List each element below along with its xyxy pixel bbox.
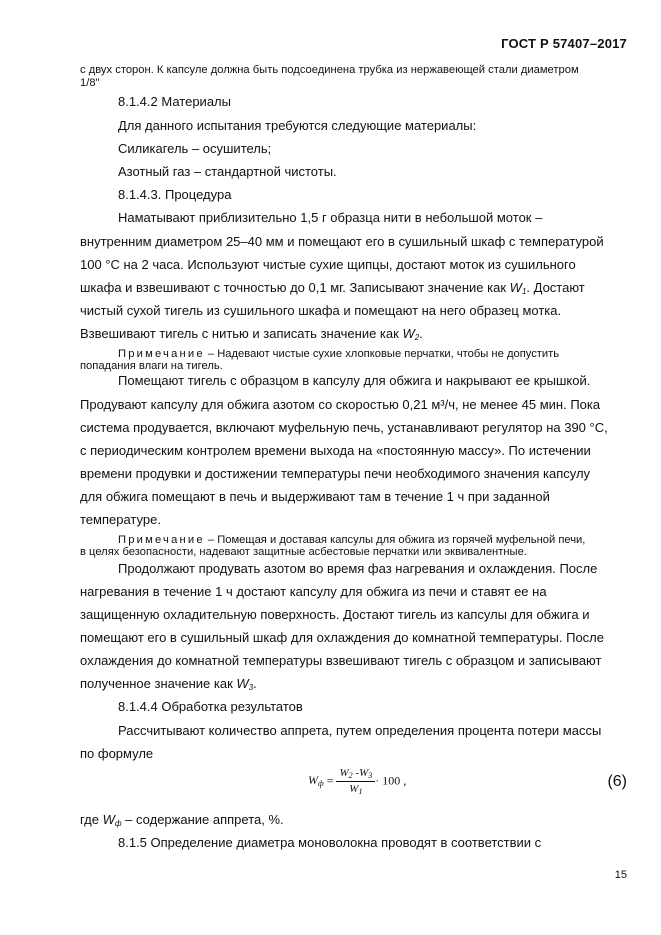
list-item: Силикагель – осушитель; bbox=[118, 141, 272, 156]
note: попадания влаги на тигель. bbox=[80, 360, 223, 372]
text-line: для обжига помещают в печь и выдерживают там в течение 1 ч при заданной bbox=[80, 489, 550, 504]
text-line: защищенную охладительную поверхность. Достают тигель из капсулы для обжига и bbox=[80, 607, 590, 622]
text-line: Наматывают приблизительно 1,5 г образца нити в небольшой моток – bbox=[118, 210, 543, 225]
text-line: с двух сторон. К капсуле должна быть подсоединена трубка из нержавеющей стали диаметром bbox=[80, 64, 579, 76]
equation-number: (6) bbox=[607, 773, 627, 790]
note: в целях безопасности, надевают защитные асбестовые перчатки или эквивалентные. bbox=[80, 546, 527, 558]
section-heading-diameter: 8.1.5 Определение диаметра моноволокна проводят в соответствии с bbox=[118, 835, 542, 850]
section-heading-results: 8.1.4.4 Обработка результатов bbox=[118, 699, 303, 714]
formula-multiplier: · 100 , bbox=[375, 773, 407, 788]
text-line: помещают его в сушильный шкаф для охлаждения до комнатной температуры. После bbox=[80, 630, 604, 645]
text-line: полученное значение как $W_3$. bbox=[80, 676, 257, 692]
text-line: Продолжают продувать азотом во время фаз нагревания и охлаждения. После bbox=[118, 561, 598, 576]
text-line: Продувают капсулу для обжига азотом со скоростью 0,21 м³/ч, не менее 45 мин. Пока bbox=[80, 397, 601, 412]
note: Примечание – Помещая и доставая капсулы для обжига из горячей муфельной печи, bbox=[118, 534, 586, 546]
note: Примечание – Надевают чистые сухие хлопковые перчатки, чтобы не допустить bbox=[118, 348, 560, 360]
formula-lhs: $W_ф$ bbox=[308, 773, 324, 789]
text-line: охлаждения до комнатной температуры взвешивают тигель с образцом и записывают bbox=[80, 653, 602, 668]
variable-w1: $W_1$ bbox=[509, 280, 527, 296]
text-line: по формуле bbox=[80, 746, 154, 761]
text-line: где $W_ф$ – содержание аппрета, %. bbox=[80, 812, 284, 828]
note-label: Примечание bbox=[118, 534, 205, 546]
variable-w3: $W_3$ bbox=[236, 676, 254, 692]
text-line: с периодическим контролем времени выхода на «постоянную массу». По истечении bbox=[80, 443, 591, 458]
formula-fraction bbox=[336, 767, 375, 796]
text-line: система продувается, включают муфельную печь, устанавливают регулятор на 390 °С, bbox=[80, 420, 608, 435]
page-number: 15 bbox=[614, 869, 627, 881]
text-line: Помещают тигель с образцом в капсулу для обжига и накрывают ее крышкой. bbox=[118, 373, 591, 388]
text-line: Рассчитывают количество аппрета, путем определения процента потери массы bbox=[118, 723, 602, 738]
text-line: 100 °С на 2 часа. Используют чистые сухие щипцы, достают моток из сушильного bbox=[80, 257, 576, 272]
list-item: Азотный газ – стандартной чистоты. bbox=[118, 164, 337, 179]
formula-denominator: $W_1$ bbox=[349, 783, 363, 796]
text-line: температуре. bbox=[80, 512, 161, 527]
section-heading-procedure: 8.1.4.3. Процедура bbox=[118, 187, 232, 202]
text-line: шкафа и взвешивают с точностью до 0,1 мг. Записывают значение как $W_1$. Достают bbox=[80, 280, 585, 296]
text-line: Взвешивают тигель с нитью и записать значение как $W_2$. bbox=[80, 326, 423, 342]
text-line: чистый сухой тигель из сушильного шкафа и помещают на него образец мотка. bbox=[80, 303, 562, 318]
document-header: ГОСТ Р 57407–2017 bbox=[501, 36, 627, 51]
text-line: времени продувки и достижении температуры печи необходимого значения капсулу bbox=[80, 466, 591, 481]
text-line: нагревания в течение 1 ч достают капсулу для обжига из печи и ставят ее на bbox=[80, 584, 547, 599]
variable-wf: $W_ф$ bbox=[102, 812, 122, 828]
text-line: Для данного испытания требуются следующие материалы: bbox=[118, 118, 477, 133]
variable-w2: $W_2$ bbox=[402, 326, 420, 342]
formula-numerator: $W_2$ $-W_3$ bbox=[336, 767, 375, 782]
text-line: внутренним диаметром 25–40 мм и помещают его в сушильный шкаф с температурой bbox=[80, 234, 604, 249]
formula: $W_ф$ = $\frac{W_2 -W_3}{W_1}$ · 100 , bbox=[308, 767, 407, 796]
section-heading-materials: 8.1.4.2 Материалы bbox=[118, 94, 231, 109]
text-line: 1/8" bbox=[80, 77, 100, 89]
note-label: Примечание bbox=[118, 348, 205, 360]
